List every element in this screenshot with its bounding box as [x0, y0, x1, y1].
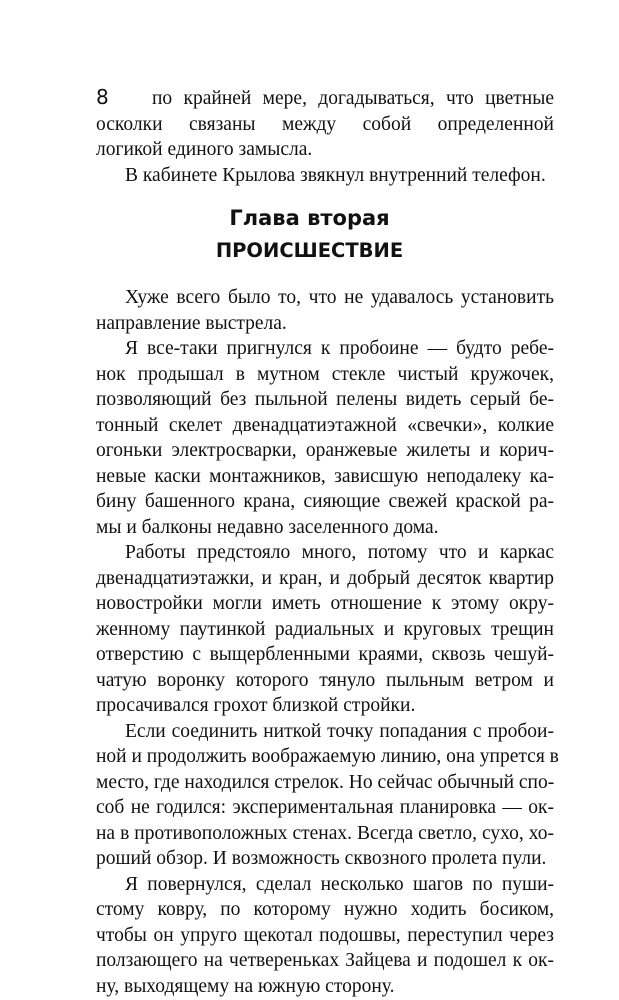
- paragraph-4: [96, 719, 559, 872]
- chapter-subtitle: ПРОИСШЕСТВИЕ: [215, 239, 404, 262]
- text-line: бину башенного крана, сияющие свежей краской ра-: [96, 491, 554, 512]
- text-line: ну, выходящему на южную сторону.: [96, 975, 395, 997]
- text-line: тонный скелет двенадцатиэтажной «свечки», колкие: [96, 414, 554, 436]
- text-line: осколки связаны между собой определенной: [96, 113, 554, 135]
- text-line: двенадцатиэтажки, и кран, и добрый десяток квартир: [96, 567, 554, 589]
- text-line: Хуже всего было то, что не удавалось установить: [125, 287, 554, 308]
- chapter-title: Глава вторая: [229, 206, 390, 230]
- text-line: новостройки могли иметь отношение к этому окру-: [96, 593, 554, 614]
- text-line: соб не годился: экспериментальная планировка — ок-: [96, 797, 554, 818]
- text-line: мы и балконы недавно заселенного дома.: [96, 516, 439, 538]
- paragraph-2: [96, 336, 554, 540]
- text-line: на в противоположных стенах. Всегда светло, сухо, хо-: [96, 822, 554, 844]
- chapter-body: [96, 285, 559, 999]
- text-line: огоньки электросварки, оранжевые жилеты и корич-: [96, 440, 554, 461]
- top-paragraph-continuation: [96, 112, 554, 189]
- text-line: Я повернулся, сделал несколько шагов по пуши-: [125, 873, 554, 895]
- paragraph-1: [96, 285, 554, 336]
- text-line: роший обзор. И возможность сквозного пролета пули.: [96, 848, 547, 869]
- top-sentence: В кабинете Крылова звякнул внутренний телефон.: [125, 164, 546, 186]
- paragraph-3: [96, 540, 554, 719]
- text-line: позволяющий без пыльной пелены видеть серый бе-: [96, 389, 554, 410]
- text-line: место, где находился стрелок. Но сейчас обычный спо-: [96, 771, 555, 793]
- text-line: Работы предстояло много, потому что и каркас: [125, 542, 554, 563]
- text-line: ползающего на четвереньках Зайцева и подошел к ок-: [96, 950, 554, 971]
- page-number: 8: [96, 85, 109, 109]
- text-line: невые каски монтажников, зависшую неподалеку ка-: [96, 465, 554, 487]
- text-line: по крайней мере, догадываться, что цветные: [152, 88, 554, 109]
- text-line: отверстию с выщербленными краями, сквозь чешуй-: [96, 644, 554, 665]
- text-line: просачивался грохот близкой стройки.: [96, 695, 416, 716]
- text-line: женному паутинкой радиальных и круговых трещин: [96, 618, 554, 640]
- text-line: Если соединить ниткой точку попадания с пробои-: [125, 720, 554, 742]
- text-line: нок продышал в мутном стекле чистый кружочек,: [96, 363, 554, 385]
- top-paragraph-first-line: [152, 86, 554, 112]
- text-line: направление выстрела.: [96, 312, 287, 334]
- text-line: Я все-таки пригнулся к пробоине — будто ребе-: [125, 338, 554, 359]
- text-line: логикой единого замысла.: [96, 139, 313, 160]
- text-line: чатую воронку которого тянуло пыльным ветром и: [96, 669, 554, 691]
- text-line: ной и продолжить воображаемую линию, она упрется в: [96, 746, 559, 767]
- text-line: чтобы он упруго щекотал подошвы, переступил через: [96, 924, 554, 946]
- text-line: стому ковру, по которому нужно ходить босиком,: [96, 899, 554, 920]
- paragraph-5: [96, 872, 554, 1000]
